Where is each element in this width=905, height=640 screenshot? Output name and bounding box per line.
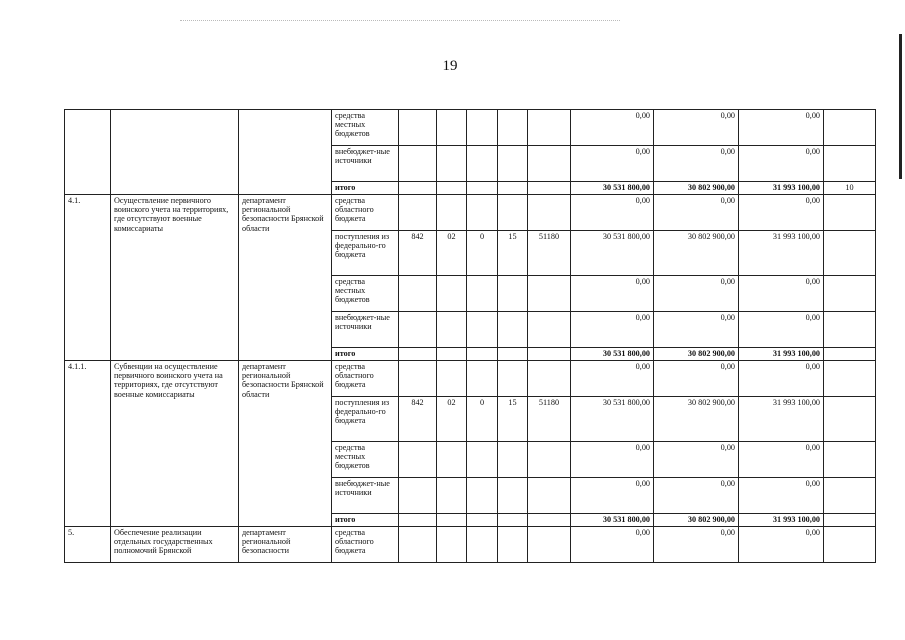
table-row: 4.1.1. Субвенции на осуществление первичного воинского учета на территориях, где отсутствуют военные комиссариаты департамент региональной безопасности Брянской области средства областного бюджета 0,00 0,00 0,00 — [65, 361, 876, 397]
table-row: внебюджет-ные источники 0,00 0,00 0,00 — [65, 146, 876, 182]
item-number-cell — [65, 110, 111, 195]
source-label: средства местных бюджетов — [332, 276, 399, 312]
table-row: средства местных бюджетов 0,00 0,00 0,00 — [65, 442, 876, 478]
budget-table — [64, 109, 876, 563]
item-number: 5. — [65, 527, 111, 563]
source-label: средства областного бюджета — [332, 527, 399, 563]
source-label: средства областного бюджета — [332, 195, 399, 231]
source-label: внебюджет-ные источники — [332, 312, 399, 348]
total-row: итого 30 531 800,00 30 802 900,00 31 993 100,00 10 — [65, 182, 876, 195]
table-row: поступления из федерально-го бюджета 842 02 0 15 51180 30 531 800,00 30 802 900,00 31 993 100,00 — [65, 231, 876, 276]
total-label: итого — [332, 182, 399, 195]
total-row: итого 30 531 800,00 30 802 900,00 31 993 100,00 — [65, 514, 876, 527]
source-label: поступления из федерально-го бюджета — [332, 397, 399, 442]
total-label: итого — [332, 514, 399, 527]
table-row: средства местных бюджетов 0,00 0,00 0,00 — [65, 276, 876, 312]
total-label: итого — [332, 348, 399, 361]
page-number: 19 — [442, 58, 458, 74]
item-name-cell — [111, 110, 239, 195]
source-label: средства местных бюджетов — [332, 442, 399, 478]
item-name: Осуществление первичного воинского учета на территориях, где отсутствуют военные комиссариаты — [111, 195, 239, 361]
source-label: средства местных бюджетов — [332, 110, 399, 146]
item-executor: департамент региональной безопасности Брянской области — [239, 195, 332, 361]
table-row: внебюджет-ные источники 0,00 0,00 0,00 — [65, 478, 876, 514]
item-name: Обеспечение реализации отдельных государственных полномочий Брянской — [111, 527, 239, 563]
table-row: 5. Обеспечение реализации отдельных государственных полномочий Брянской департамент региональной безопасности средства областного бюджета 0,00 0,00 0,00 — [65, 527, 876, 563]
executor-cell — [239, 110, 332, 195]
source-label: средства областного бюджета — [332, 361, 399, 397]
source-label: внебюджет-ные источники — [332, 146, 399, 182]
table-row: 4.1. Осуществление первичного воинского учета на территориях, где отсутствуют военные комиссариаты департамент региональной безопасности Брянской области средства областного бюджета 0,00 0,00 0,00 — [65, 195, 876, 231]
source-label: внебюджет-ные источники — [332, 478, 399, 514]
table-row: средства местных бюджетов 0,00 0,00 0,00 — [65, 110, 876, 146]
total-row: итого 30 531 800,00 30 802 900,00 31 993 100,00 — [65, 348, 876, 361]
note-cell: 10 — [824, 182, 876, 195]
item-number: 4.1. — [65, 195, 111, 361]
item-executor: департамент региональной безопасности Брянской области — [239, 361, 332, 527]
item-name: Субвенции на осуществление первичного воинского учета на территориях, где отсутствуют военные комиссариаты — [111, 361, 239, 527]
table-row: поступления из федерально-го бюджета 842 02 0 15 51180 30 531 800,00 30 802 900,00 31 993 100,00 — [65, 397, 876, 442]
scan-artifact — [180, 20, 620, 22]
item-executor: департамент региональной безопасности — [239, 527, 332, 563]
scan-edge-mark — [899, 34, 902, 179]
table-row: внебюджет-ные источники 0,00 0,00 0,00 — [65, 312, 876, 348]
source-label: поступления из федерально-го бюджета — [332, 231, 399, 276]
item-number: 4.1.1. — [65, 361, 111, 527]
